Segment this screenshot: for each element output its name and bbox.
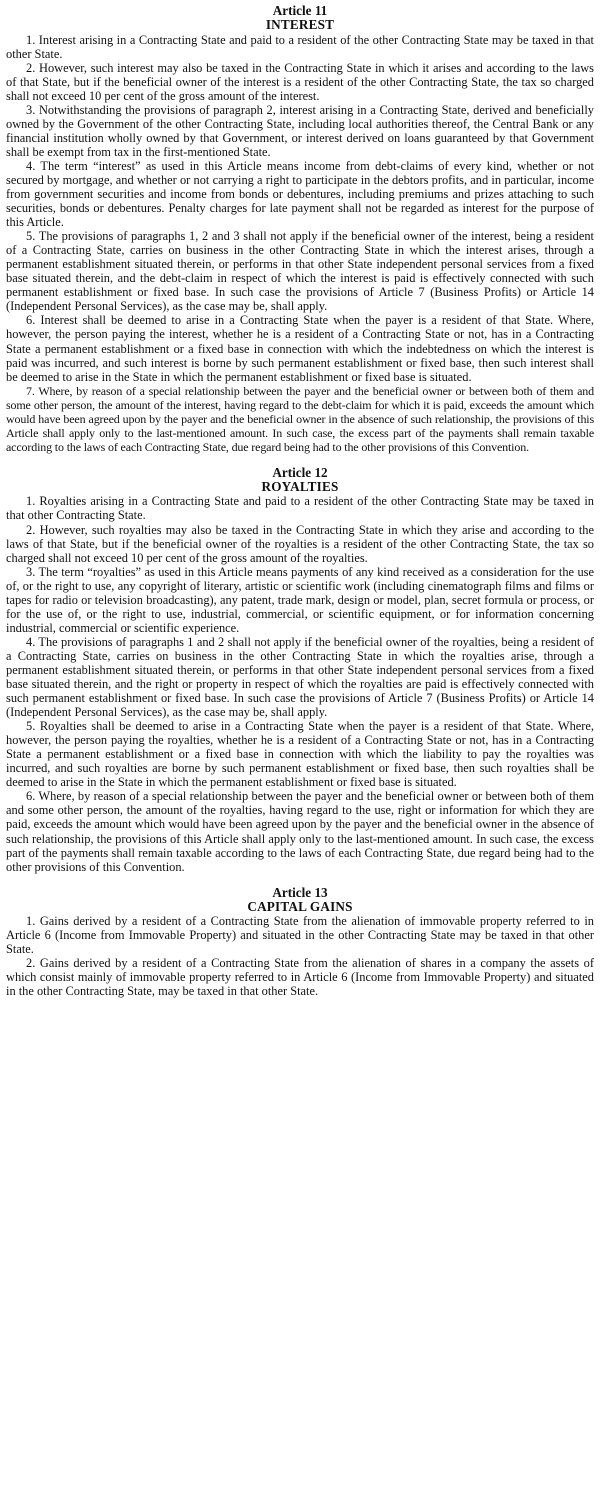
article-12 (6, 466, 594, 874)
article-11 (6, 4, 594, 454)
article-title: ROYALTIES (261, 478, 339, 494)
paragraph: 5. The provisions of paragraphs 1, 2 and 3 shall not apply if the beneficial owner of the interest, being a resident of a Contracting State, carries on business in the other Contracting State in which the interest arises, through a permanent establishment situated therein, or performs in that other State independent personal services from a fixed base situated therein, and the debt-claim in respect of which the interest is paid is effectively connected with such permanent establishment or fixed base. In such case the provisions of Article 7 (Business Profits) or Article 14 (Independent Personal Services), as the case may be, shall apply. (6, 229, 594, 314)
article-number: Article 11 (272, 3, 328, 18)
paragraph: 6. Interest shall be deemed to arise in a Contracting State when the payer is a resident of that State. Where, however, the person paying the interest, whether he is a resident of a Contracting State or not, has in a Contracting State a permanent establishment or a fixed base in connection with which the indebtedness on which the interest is paid was incurred, and such interest is borne by such permanent establishment or fixed base, then such interest shall be deemed to arise in the State in which the permanent establishment or fixed base is situated. (6, 313, 594, 384)
article-title: INTEREST (265, 17, 335, 32)
article-number: Article 12 (272, 464, 328, 480)
article-13 (6, 886, 594, 999)
paragraph: 2. Gains derived by a resident of a Contracting State from the alienation of shares in a company the assets of which consist mainly of immovable property referred to in Article 6 (Income from Immovable Property) and situated in the other Contracting State, may be taxed in that other State. (6, 956, 594, 999)
paragraph: 3. Notwithstanding the provisions of paragraph 2, interest arising in a Contracting State, derived and beneficially owned by the Government of the other Contracting State, including local authorities thereof, the Central Bank or any financial institution wholly owned by that Government, or interest derived on loans guaranteed by that Government shall be exempt from tax in the first-mentioned State. (6, 102, 594, 159)
paragraph: 6. Where, by reason of a special relationship between the payer and the beneficial owner or between both of them and some other person, the amount of the royalties, having regard to the use, right or information for which they are paid, exceeds the amount which would have been agreed upon by the payer and the beneficial owner in the absence of such relationship, the provisions of this Article shall apply only to the last-mentioned amount. In such case, the excess part of the payments shall remain taxable according to the laws of each Contracting State, due regard being had to the other provisions of this Convention. (6, 789, 594, 874)
paragraph: 7. Where, by reason of a special relationship between the payer and the beneficial owner or between both of them and some other person, the amount of the interest, having regard to the debt-claim for which it is paid, exceeds the amount which would have been agreed upon by the payer and the beneficial owner in the absence of such relationship, the provisions of this Article shall apply only to the last-mentioned amount. In such case, the excess part of the payments shall remain taxable according to the laws of each Contracting State, due regard being had to the other provisions of this Convention. (6, 383, 594, 454)
paragraph: 4. The term “interest” as used in this Article means income from debt-claims of every kind, whether or not secured by mortgage, and whether or not carrying a right to participate in the debtors profits, and in particular, income from government securities and income from bonds or debentures, including premiums and prizes attaching to such securities, bonds or debentures. Penalty charges for late payment shall not be regarded as interest for the purpose of this Article. (6, 158, 594, 230)
paragraph: 2. However, such interest may also be taxed in the Contracting State in which it arises and according to the laws of that State, but if the beneficial owner of the interest is a resident of the other Contracting State, the tax so charged shall not exceed 10 per cent of the gross amount of the interest. (6, 60, 594, 103)
paragraph: 5. Royalties shall be deemed to arise in a Contracting State when the payer is a resident of that State. Where, however, the person paying the royalties, whether he is a resident of a Contracting State or not, has in a Contracting State a permanent establishment or a fixed base in connection with which the liability to pay the royalties was incurred, and such royalties are borne by such permanent establishment or fixed base, then such royalties shall be deemed to arise in the State in which the permanent establishment or fixed base is situated. (6, 719, 594, 790)
paragraph: 1. Royalties arising in a Contracting State and paid to a resident of the other Contracting State may be taxed in that other Contracting State. (6, 494, 594, 523)
article-title: CAPITAL GAINS (247, 898, 353, 914)
article-number: Article 13 (272, 884, 328, 900)
paragraph: 4. The provisions of paragraphs 1 and 2 shall not apply if the beneficial owner of the royalties, being a resident of a Contracting State, carries on business in the other Contracting State in which the royalties arise, through a permanent establishment situated therein, or performs in that other State independent personal services from a fixed base situated therein, and the right or property in respect of which the royalties are paid is effectively connected with such permanent establishment or fixed base. In such case the provisions of Article 7 (Business Profits) or Article 14 (Independent Personal Services), as the case may be, shall apply. (6, 634, 594, 720)
paragraph: 3. The term “royalties” as used in this Article means payments of any kind received as a consideration for the use of, or the right to use, any copyright of literary, artistic or scientific work (including cinematograph films and films or tapes for radio or television broadcasting), any patent, trade mark, design or model, plan, secret formula or process, or for the use of, or the right to use, industrial, commercial, or scientific equipment, or for information concerning industrial, commercial or scientific experience. (6, 564, 594, 635)
paragraph: 2. However, such royalties may also be taxed in the Contracting State in which they arise and according to the laws of that State, but if the beneficial owner of the royalties is a resident of the other Contracting State, the tax so charged shall not exceed 10 per cent of the gross amount of the royalties. (6, 522, 594, 565)
paragraph: 1. Interest arising in a Contracting State and paid to a resident of the other Contracting State may be taxed in that other State. (6, 32, 594, 61)
paragraph: 1. Gains derived by a resident of a Contracting State from the alienation of immovable property referred to in Article 6 (Income from Immovable Property) and situated in the other Contracting State may be taxed in that other State. (6, 914, 594, 957)
